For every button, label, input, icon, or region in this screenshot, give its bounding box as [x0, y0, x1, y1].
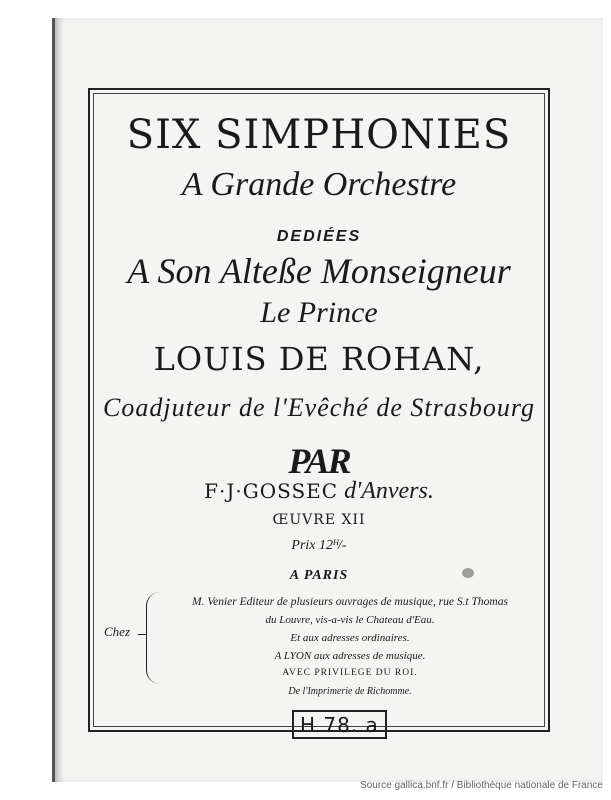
dedicated-label: DEDIÉES [276, 228, 362, 245]
address-line: Et aux adresses ordinaires. [290, 632, 410, 644]
address-line: A LYON aux adresses de musique. [274, 650, 426, 662]
document-subtitle: A Grande Orchestre [181, 166, 457, 203]
composer-name: F·J·GOSSEC [204, 479, 339, 503]
address-line: M. Venier Editeur de plusieurs ouvrages de musique, rue S.t Thomas [192, 596, 508, 608]
dedicatee-name: LOUIS DE ROHAN, [153, 340, 485, 378]
composer-line [88, 478, 550, 505]
dedication-line-1: A Son Alteße Monseigneur [127, 251, 511, 291]
document-title: SIX SIMPHONIES [126, 112, 512, 158]
dedicatee-position: Coadjuteur de l'Evêché de Strasbourg [103, 393, 535, 422]
brace-tip-icon [138, 634, 146, 635]
chez-label: Chez [104, 624, 130, 639]
privilege-line: AVEC PRIVILEGE DU ROI. [282, 668, 418, 678]
opus-number: ŒUVRE XII [272, 512, 366, 528]
brace-icon [146, 592, 161, 684]
publication-city: A PARIS [289, 568, 349, 583]
price: Prix 12ᴴ/- [291, 538, 347, 553]
printer-line: De l'Imprimerie de Richomme. [288, 686, 412, 697]
dedication-line-2: Le Prince [260, 296, 378, 329]
ink-spot [462, 568, 474, 578]
address-line: du Louvre, vis-a-vis le Chateau d'Eau. [265, 614, 435, 626]
composer-origin: d'Anvers. [344, 478, 434, 504]
par-label: PAR [288, 441, 350, 481]
shelfmark-stamp: H 78. a [292, 710, 387, 739]
source-credit: Source gallica.bnf.fr / Bibliothèque nationale de France [360, 780, 603, 791]
